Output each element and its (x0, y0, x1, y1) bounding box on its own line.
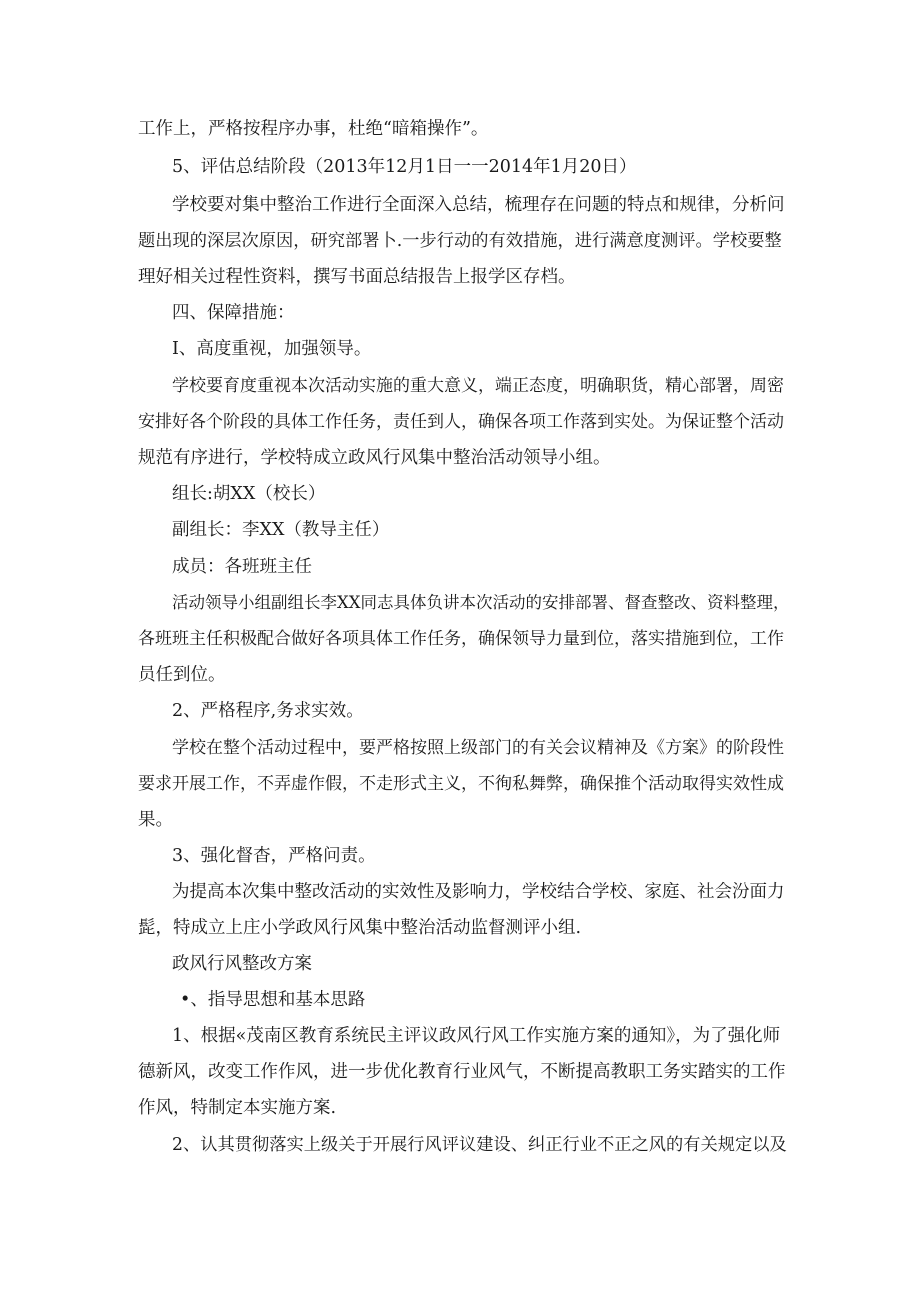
text-line: 2、认其贯彻落实上级关于开展行风评议建设、纠正行业不正之风的有关规定以及 (172, 1135, 787, 1155)
text-line: 成员：各班班主任 (172, 557, 312, 577)
text-line: 学校要对集中整治工作进行全面深入总结，梳理存在问题的特点和规律，分析问 (172, 195, 785, 215)
section-heading: I、高度重视，加强领导。 (172, 339, 372, 359)
text-line: 德新风，改变工作作风，进一步优化教育行业风气，不断提高教职工务实踏实的工作 (138, 1062, 786, 1082)
text-line: 规范有序进行，学校特成立政风行风集中整治活动领导小组。 (138, 448, 611, 468)
section-heading: 5、评估总结阶段（2013年12月1日一一2014年1月20日） (172, 157, 637, 177)
text-line: 工作上，严格按程序办事，杜绝“暗箱操作”。 (138, 119, 489, 139)
text-line: 髭，特成立上庄小学政风行风集中整治活动监督测评小组. (138, 918, 582, 938)
section-heading: 3、强化督杳，严格问责。 (172, 846, 376, 866)
text-line: 副组长：李XX（教导主任） (172, 520, 390, 540)
section-heading: 四、保障措施： (172, 303, 295, 323)
text-line: 要求开展工作，不弄虚作假，不走形式主义，不徇私舞弊，确保推个活动取得实效性成 (138, 774, 784, 794)
text-line: 理好相关过程性资料，撰写书面总结报告上报学区存档。 (138, 267, 576, 287)
section-heading: •、指导思想和基本思路 (180, 990, 366, 1010)
text-line: 学校要育度重视本次活动实施的重大意义，端正态度，明确职货，精心部署，周密 (172, 376, 784, 396)
text-line: 为提高本次集中整改活动的实效性及影响力，学校结合学校、家庭、社会汾面力 (172, 882, 785, 902)
text-line: 题出现的深层次原因，研究部署卜.一步行动的有效措施，进行满意度测评。学校要整 (138, 231, 782, 251)
document-title: 政风行风整改方案 (172, 954, 312, 974)
text-line: 各班班主任积极配合做好各项具体工作任务，确保领导力量到位，落实措施到位，工作 (138, 629, 784, 649)
text-line: 安排好各个阶段的具体工作任务，责任到人，确保各项工作落到实处。为保证整个活动 (138, 412, 784, 432)
text-line: 活动领导小组副组长李XX同志具体负讲本次活动的安排部署、督查整改、资料整理， (172, 593, 790, 612)
section-heading: 2、严格程序,务求实效。 (172, 701, 364, 721)
text-line: 学校在整个活动过程中，要严格按照上级部门的有关会议精神及《方案》的阶段性 (172, 738, 784, 758)
text-line: 1、根据«茂南区教育系统民主评议政风行风工作实施方案的通知》，为了强化师 (172, 1026, 781, 1046)
text-line: 员任到位。 (138, 665, 226, 685)
text-line: 作风，特制定本实施方案. (138, 1098, 337, 1118)
text-line: 组长:胡XX（校长） (172, 484, 326, 504)
text-line: 果。 (138, 810, 173, 830)
